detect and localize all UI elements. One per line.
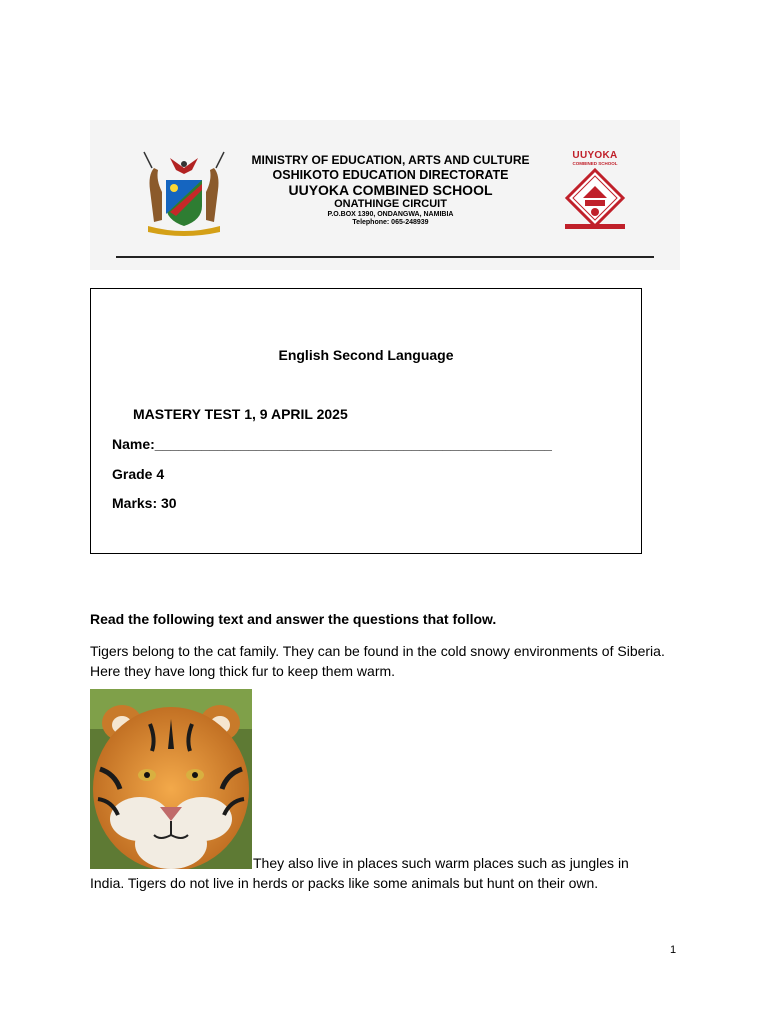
page-number: 1 (670, 944, 677, 956)
letterhead-divider (116, 256, 654, 258)
name-field[interactable]: Name:___________________________________________________ (112, 436, 552, 452)
passage-paragraph-line1: They also live in places such warm places such as jungles in (253, 855, 629, 871)
school-logo (560, 150, 630, 240)
coat-of-arms-icon (140, 150, 228, 240)
letterhead-text (248, 154, 533, 227)
passage-paragraph: Tigers belong to the cat family. They can be found in the cold snowy environments of Siberia. Here they have long thick fur to keep them warm. (90, 643, 665, 679)
circuit-name: ONATHINGE CIRCUIT (334, 198, 447, 211)
subject-title: English Second Language (278, 347, 454, 363)
school-crest-icon (563, 166, 627, 230)
school-telephone: Telephone: 065-248939 (352, 218, 429, 226)
school-name: UUYOKA COMBINED SCHOOL (288, 182, 493, 199)
school-logo-subtitle: COMBINED SCHOOL (572, 161, 618, 166)
ministry-name: MINISTRY OF EDUCATION, ARTS AND CULTURE (251, 153, 530, 167)
school-address: P.O.BOX 1390, ONDANGWA, NAMIBIA (327, 210, 454, 218)
school-logo-name: UUYOKA (572, 150, 618, 161)
passage-paragraph-line2: India. Tigers do not live in herds or packs like some animals but hunt on their own. (90, 875, 599, 891)
tiger-image (90, 689, 252, 869)
marks-label: Marks: 30 (112, 495, 177, 511)
grade-label: Grade 4 (112, 466, 165, 482)
test-title: MASTERY TEST 1, 9 APRIL 2025 (133, 406, 348, 422)
test-info-box (90, 288, 642, 554)
directorate-name: OSHIKOTO EDUCATION DIRECTORATE (272, 167, 509, 182)
instruction-text: Read the following text and answer the questions that follow. (90, 611, 497, 627)
